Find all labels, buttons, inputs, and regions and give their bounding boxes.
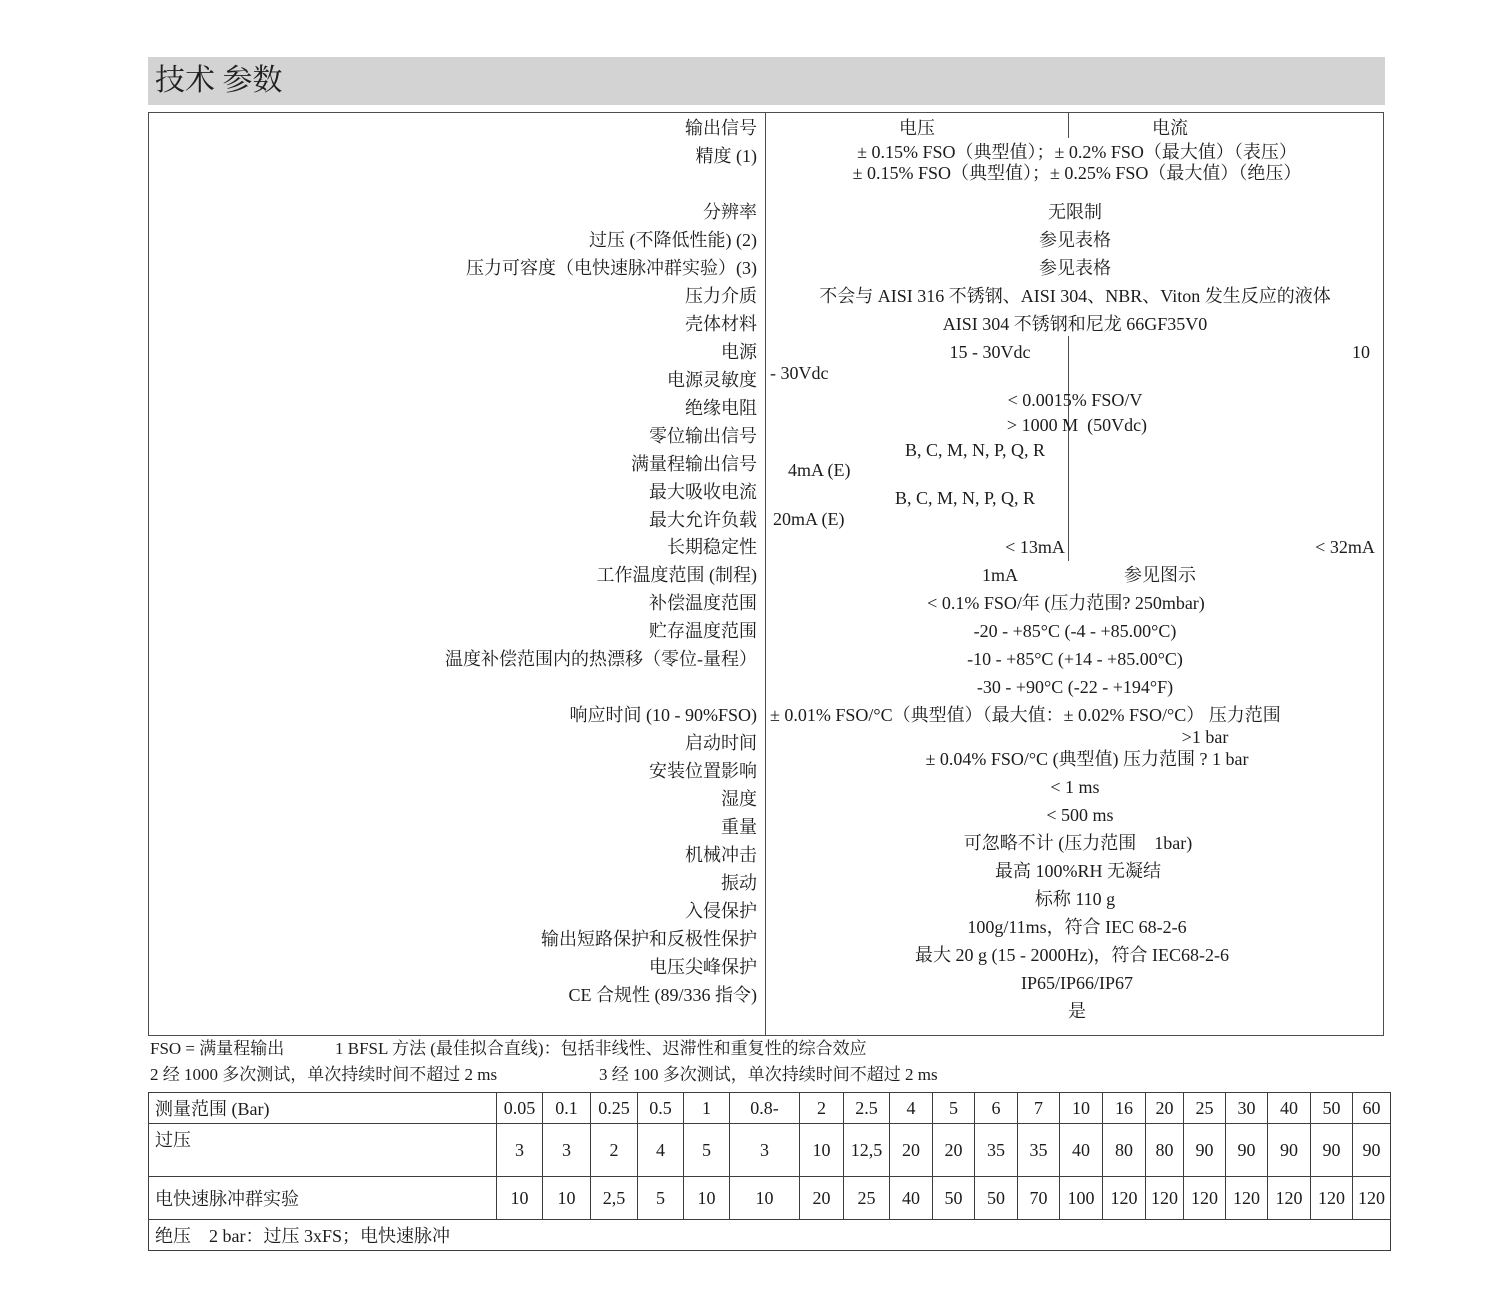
- range-cell: 2: [591, 1124, 638, 1177]
- range-cell: 12,5: [844, 1124, 890, 1177]
- range-cell: 120: [1184, 1177, 1226, 1220]
- range-cell: 4: [638, 1124, 684, 1177]
- range-cell: 20: [933, 1124, 975, 1177]
- range-cell: 120: [1226, 1177, 1268, 1220]
- range-cell: 100: [1060, 1177, 1103, 1220]
- range-col-header: 4: [890, 1093, 933, 1124]
- spec-value: -30 - +90°C (-22 - +194°F): [976, 677, 1174, 697]
- range-col-header: 0.5: [638, 1093, 684, 1124]
- range-cell: 90: [1268, 1124, 1311, 1177]
- range-cell: 25: [844, 1177, 890, 1220]
- spec-label: 压力可容度（电快速脉冲群实验）(3): [466, 258, 757, 278]
- spec-label: 输出短路保护和反极性保护: [541, 929, 757, 949]
- range-cell: 20: [800, 1177, 844, 1220]
- range-cell: 120: [1103, 1177, 1146, 1220]
- range-cell: 5: [638, 1177, 684, 1220]
- spec-value: -10 - +85°C (+14 - +85.00°C): [967, 649, 1183, 669]
- spec-label: CE 合规性 (89/336 指令): [568, 985, 757, 1005]
- spec-label: 最大允许负载: [649, 510, 757, 530]
- spec-value: 无限制: [1048, 202, 1102, 222]
- range-cell: 40: [1060, 1124, 1103, 1177]
- range-cell: 50: [975, 1177, 1018, 1220]
- range-col-header: 1: [684, 1093, 730, 1124]
- spec-label: 长期稳定性: [667, 537, 757, 557]
- spec-value: 可忽略不计 (压力范围 1bar): [963, 833, 1193, 853]
- range-col-header: 2.5: [844, 1093, 890, 1124]
- range-cell: 90: [1226, 1124, 1268, 1177]
- range-cell: 120: [1146, 1177, 1184, 1220]
- spec-label: 输出信号: [685, 118, 757, 138]
- spec-value: IP65/IP66/IP67: [1020, 973, 1134, 993]
- spec-label: 安装位置影响: [649, 761, 757, 781]
- range-cell: 50: [933, 1177, 975, 1220]
- spec-value: 20mA (E): [773, 509, 845, 529]
- spec-label: 振动: [721, 873, 757, 893]
- range-cell: 35: [975, 1124, 1018, 1177]
- range-cell: 90: [1311, 1124, 1353, 1177]
- spec-value: < 500 ms: [1046, 805, 1114, 825]
- spec-label: 机械冲击: [685, 845, 757, 865]
- range-cell: 3: [543, 1124, 591, 1177]
- range-cell: 2,5: [591, 1177, 638, 1220]
- spec-label: 电源灵敏度: [667, 370, 757, 390]
- range-cell: 10: [543, 1177, 591, 1220]
- spec-label: 压力介质: [685, 286, 757, 306]
- spec-value: -20 - +85°C (-4 - +85.00°C): [973, 621, 1177, 641]
- spec-value: B, C, M, N, P, Q, R: [894, 488, 1036, 508]
- spec-value: < 32mA: [1315, 537, 1375, 557]
- range-col-header: 0.8-: [730, 1093, 800, 1124]
- spec-label: 重量: [721, 817, 757, 837]
- range-cell: 20: [890, 1124, 933, 1177]
- spec-label: 精度 (1): [695, 146, 757, 166]
- spec-label: 电压尖峰保护: [649, 957, 757, 977]
- range-footer-note: 绝压 2 bar：过压 3xFS；电快速脉冲: [149, 1220, 1391, 1251]
- footnote-fso: FSO = 满量程输出: [150, 1039, 285, 1058]
- spec-value: 电压: [899, 118, 935, 138]
- range-cell: 90: [1184, 1124, 1226, 1177]
- range-col-header: 40: [1268, 1093, 1311, 1124]
- range-col-header: 16: [1103, 1093, 1146, 1124]
- spec-value: AISI 304 不锈钢和尼龙 66GF35V0: [942, 314, 1208, 334]
- range-col-header: 0.25: [591, 1093, 638, 1124]
- range-col-header: 10: [1060, 1093, 1103, 1124]
- footnote-bfsl: 1 BFSL 方法 (最佳拟合直线)：包括非线性、迟滞性和重复性的综合效应: [335, 1039, 867, 1058]
- spec-label: 补偿温度范围: [649, 593, 757, 613]
- range-row-label: 过压: [149, 1124, 497, 1177]
- range-cell: 3: [497, 1124, 543, 1177]
- spec-value: 100g/11ms，符合 IEC 68-2-6: [967, 917, 1187, 937]
- spec-value: 15 - 30Vdc: [949, 342, 1031, 362]
- spec-value: 4mA (E): [788, 460, 851, 480]
- spec-label: 入侵保护: [685, 901, 757, 921]
- spec-value: 1mA: [982, 565, 1018, 585]
- range-col-header: 20: [1146, 1093, 1184, 1124]
- spec-value: < 0.1% FSO/年 (压力范围? 250mbar): [927, 593, 1205, 613]
- range-table: [148, 1092, 1391, 1251]
- page-title: 技术 参数: [155, 64, 283, 97]
- spec-value: < 0.0015% FSO/V: [1007, 390, 1143, 410]
- range-cell: 3: [730, 1124, 800, 1177]
- spec-value: 10: [1352, 342, 1370, 362]
- spec-value: 参见表格: [1039, 258, 1111, 278]
- spec-value: ± 0.15% FSO（典型值）；± 0.2% FSO（最大值）（表压）: [857, 142, 1297, 162]
- range-cell: 80: [1146, 1124, 1184, 1177]
- spec-label: 贮存温度范围: [649, 621, 757, 641]
- range-col-header: 0.05: [497, 1093, 543, 1124]
- spec-label: 最大吸收电流: [649, 482, 757, 502]
- range-cell: 10: [684, 1177, 730, 1220]
- spec-label: 启动时间: [685, 733, 757, 753]
- spec-label: 满量程输出信号: [631, 454, 757, 474]
- range-col-header: 60: [1353, 1093, 1391, 1124]
- range-col-header: 25: [1184, 1093, 1226, 1124]
- spec-label: 响应时间 (10 - 90%FSO): [569, 705, 757, 725]
- spec-value: ± 0.01% FSO/°C（典型值）（最大值：± 0.02% FSO/°C） 压力范围: [770, 705, 1281, 725]
- range-cell: 90: [1353, 1124, 1391, 1177]
- range-cell: 70: [1018, 1177, 1060, 1220]
- range-cell: 80: [1103, 1124, 1146, 1177]
- range-header-label: 测量范围 (Bar): [149, 1093, 497, 1124]
- spec-value: - 30Vdc: [770, 363, 829, 383]
- range-cell: 10: [497, 1177, 543, 1220]
- spec-value: 最高 100%RH 无凝结: [995, 861, 1161, 881]
- range-cell: 10: [730, 1177, 800, 1220]
- spec-value: B, C, M, N, P, Q, R: [904, 440, 1046, 460]
- range-row-label: 电快速脉冲群实验: [149, 1177, 497, 1220]
- section-header: [148, 57, 1385, 105]
- spec-value: ± 0.04% FSO/°C (典型值) 压力范围 ? 1 bar: [925, 749, 1249, 769]
- spec-value: ± 0.15% FSO（典型值）；± 0.25% FSO（最大值）（绝压）: [852, 163, 1302, 183]
- spec-label: 零位输出信号: [649, 426, 757, 446]
- spec-value: 标称 110 g: [1034, 889, 1116, 909]
- spec-value: >1 bar: [1181, 727, 1229, 747]
- spec-label: 湿度: [721, 789, 757, 809]
- spec-label: 电源: [721, 342, 757, 362]
- range-col-header: 6: [975, 1093, 1018, 1124]
- range-col-header: 30: [1226, 1093, 1268, 1124]
- spec-value: 参见表格: [1039, 230, 1111, 250]
- spec-value: 电流: [1152, 118, 1188, 138]
- spec-label: 绝缘电阻: [685, 398, 757, 418]
- footnote-3: 3 经 100 多次测试，单次持续时间不超过 2 ms: [599, 1065, 938, 1084]
- range-col-header: 0.1: [543, 1093, 591, 1124]
- range-cell: 40: [890, 1177, 933, 1220]
- spec-value: 参见图示: [1124, 565, 1196, 585]
- range-cell: 5: [684, 1124, 730, 1177]
- range-cell: 35: [1018, 1124, 1060, 1177]
- range-cell: 10: [800, 1124, 844, 1177]
- spec-value: 是: [1068, 1001, 1086, 1021]
- spec-value: > 1000 M (50Vdc): [1006, 415, 1148, 435]
- range-cell: 120: [1268, 1177, 1311, 1220]
- spec-label: 过压 (不降低性能) (2): [589, 230, 757, 250]
- range-cell: 120: [1311, 1177, 1353, 1220]
- range-cell: 120: [1353, 1177, 1391, 1220]
- range-col-header: 5: [933, 1093, 975, 1124]
- range-col-header: 7: [1018, 1093, 1060, 1124]
- spec-label: 温度补偿范围内的热漂移（零位-量程）: [445, 649, 757, 669]
- spec-label: 分辨率: [703, 202, 757, 222]
- footnote-2: 2 经 1000 多次测试，单次持续时间不超过 2 ms: [150, 1065, 498, 1084]
- range-col-header: 50: [1311, 1093, 1353, 1124]
- spec-value: < 13mA: [1005, 537, 1065, 557]
- spec-value: 最大 20 g (15 - 2000Hz)，符合 IEC68-2-6: [915, 945, 1229, 965]
- spec-label: 壳体材料: [685, 314, 757, 334]
- spec-label: 工作温度范围 (制程): [596, 565, 757, 585]
- spec-value: 不会与 AISI 316 不锈钢、AISI 304、NBR、Viton 发生反应的液体: [819, 286, 1331, 306]
- spec-value: < 1 ms: [1050, 777, 1100, 797]
- range-col-header: 2: [800, 1093, 844, 1124]
